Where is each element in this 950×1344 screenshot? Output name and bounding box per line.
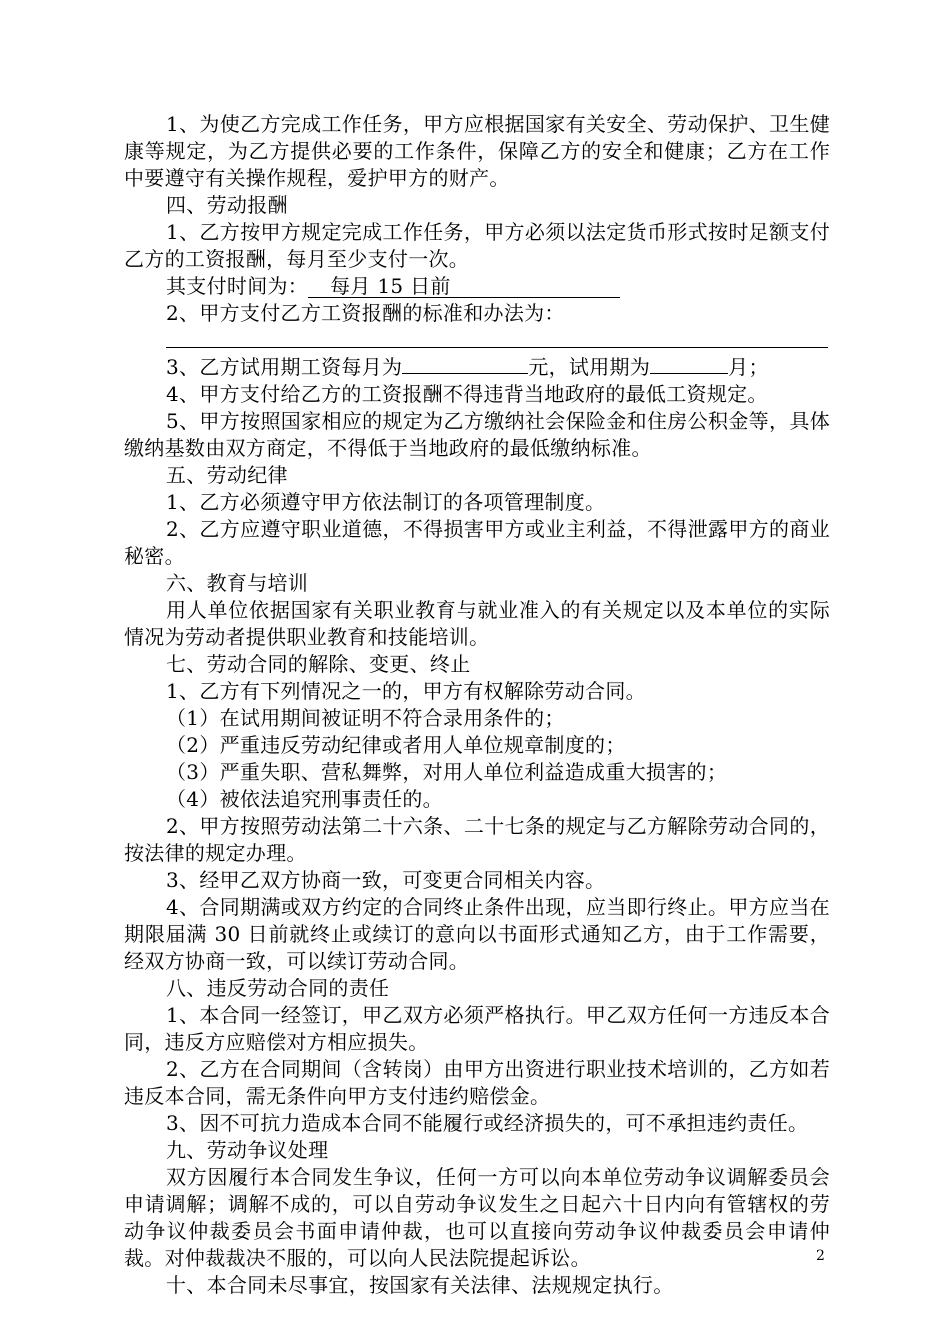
probation-wage-prefix: 3、乙方试用期工资每月为: [166, 355, 403, 379]
paragraph: 用人单位依据国家有关职业教育与就业准入的有关规定以及本单位的实际情况为劳动者提供职业教育和技能培训。: [124, 598, 830, 649]
paragraph: 双方因履行本合同发生争议，任何一方可以向本单位劳动争议调解委员会申请调解；调解不成的，可以自劳动争议发生之日起六十日内向有管辖权的劳动争议仲裁委员会书面申请仲裁，也可以直接向劳动争议仲裁委员会申请仲裁。对仲裁裁决不服的，可以向人民法院提起诉讼。: [124, 1165, 830, 1270]
paragraph: 5、甲方按照国家相应的规定为乙方缴纳社会保险金和住房公积金等，具体缴纳基数由双方商定，不得低于当地政府的最低缴纳标准。: [124, 409, 830, 460]
section-heading: 九、劳动争议处理: [166, 1138, 329, 1162]
blank-line: [166, 321, 828, 348]
paragraph: 1、乙方有下列情况之一的，甲方有权解除劳动合同。: [166, 679, 646, 703]
month-blank: [650, 373, 728, 374]
paragraph: 4、甲方支付给乙方的工资报酬不得违背当地政府的最低工资规定。: [166, 382, 768, 406]
paragraph: 2、甲方按照劳动法第二十六条、二十七条的规定与乙方解除劳动合同的，按法律的规定办理。: [124, 814, 830, 865]
contract-body: [124, 111, 830, 1299]
paragraph: 1、乙方按甲方规定完成工作任务，甲方必须以法定货币形式按时足额支付乙方的工资报酬，每月至少支付一次。: [124, 220, 830, 271]
paragraph: 2、乙方应遵守职业道德，不得损害甲方或业主利益，不得泄露甲方的商业秘密。: [124, 517, 830, 568]
probation-month-suffix: 月；: [728, 355, 769, 379]
paragraph: 2、甲方支付乙方工资报酬的标准和办法为：: [166, 301, 565, 325]
probation-period-label: 元，试用期为: [528, 355, 651, 379]
list-item: （4）被依法追究刑事责任的。: [166, 787, 443, 811]
paragraph: 1、本合同一经签订，甲乙双方必须严格执行。甲乙双方任何一方违反本合同，违反方应赔偿对方相应损失。: [124, 1003, 830, 1054]
pay-time-value: 每月 15 日前: [330, 274, 451, 298]
section-heading: 六、教育与培训: [166, 571, 309, 595]
list-item: （3）严重失职、营私舞弊，对用人单位利益造成重大损害的；: [166, 760, 728, 784]
pay-time-blank: [308, 275, 620, 298]
paragraph: 3、经甲乙双方协商一致，可变更合同相关内容。: [166, 868, 606, 892]
probation-wage-line: [124, 354, 830, 381]
pay-time-label: 其支付时间为：: [166, 274, 309, 298]
paragraph: 1、乙方必须遵守甲方依法制订的各项管理制度。: [166, 490, 606, 514]
paragraph: 十、本合同未尽事宜，按国家有关法律、法规规定执行。: [166, 1273, 674, 1297]
section-heading: 七、劳动合同的解除、变更、终止: [166, 652, 471, 676]
list-item: （1）在试用期间被证明不符合录用条件的；: [166, 706, 565, 730]
paragraph: 4、合同期满或双方约定的合同终止条件出现，应当即行终止。甲方应当在期限届满 30 日前就终止或续订的意向以书面形式通知乙方，由于工作需要，经双方协商一致，可以续订劳动合同。: [124, 895, 830, 973]
paragraph: 1、为使乙方完成工作任务，甲方应根据国家有关安全、劳动保护、卫生健康等规定，为乙方提供必要的工作条件，保障乙方的安全和健康；乙方在工作中要遵守有关操作规程，爱护甲方的财产。: [124, 112, 830, 190]
section-heading: 八、违反劳动合同的责任: [166, 976, 390, 1000]
section-heading: 五、劳动纪律: [166, 463, 288, 487]
page-number: 2: [816, 1248, 825, 1264]
pay-time-line: [124, 273, 830, 300]
wage-blank: [402, 373, 528, 374]
paragraph: 2、乙方在合同期间（含转岗）由甲方出资进行职业技术培训的，乙方如若违反本合同，需无条件向甲方支付违约赔偿金。: [124, 1057, 830, 1108]
paragraph: 3、因不可抗力造成本合同不能履行或经济损失的，可不承担违约责任。: [166, 1111, 809, 1135]
section-heading: 四、劳动报酬: [166, 193, 288, 217]
list-item: （2）严重违反劳动纪律或者用人单位规章制度的；: [166, 733, 626, 757]
